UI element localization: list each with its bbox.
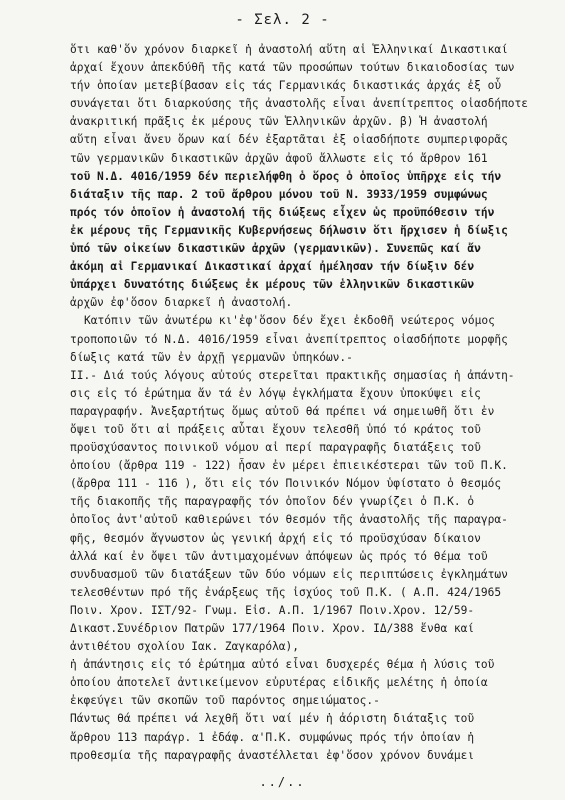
text-line: τελεσθέντων πρό τῆς ἐνάρξεως τῆς ἰσχύος τοῦ Π.Κ. ( Α.Π. 424/1965: [70, 585, 502, 599]
text-line: τοῦ Ν.Δ. 4016/1959 δέν περιελήφθη ὁ ὅρος ὁ ὁποῖος ὑπῆρχε εἰς τήν: [70, 169, 502, 183]
text-line: (ἄρθρα 111 - 116 ), ὅτι εἰς τόν Ποινικόν Νόμον ὑφίστατο ὁ θεσμός: [70, 477, 502, 491]
text-line: ὁποῖος ἀντ'αὐτοῦ καθιερώνει τόν θεσμόν τῆς ἀναστολῆς τῆς παραγρα-: [70, 513, 508, 527]
text-line: τῆς διακοπῆς τῆς παραγραφῆς τόν ὁποῖον δέν γνωρίζει ὁ Π.Κ. ὁ: [70, 495, 475, 509]
text-line: συνδυασμοῦ τῶν διατάξεων τῶν δύο νόμων εἰς περιπτώσεις ἐγκλημάτων: [70, 567, 508, 581]
text-line: ἀντιθέτου σχολίου Ιακ. Ζαγκαρόλα),: [70, 640, 300, 654]
text-line: ἀρχαί ἔχουν ἀπεκδύθῆ τῆς κατά τῶν προσώπων τούτων δικαιοδοσίας των: [70, 61, 515, 75]
text-line: τήν ὁποίαν μετεβίβασαν εἰς τάς Γερμανικάς δικαστικάς ἀρχάς ἐξ οὗ: [70, 79, 502, 93]
text-line: ἀρχῶν ἐφ'ὅσον διαρκεῖ ἡ ἀναστολή.: [70, 296, 293, 310]
text-line: ὅτι καθ'ὅν χρόνον διαρκεῖ ἡ ἀναστολή αὕτη αἱ Ἑλληνικαί Δικαστικαί: [70, 43, 508, 56]
page-header: - Σελ. 2 -: [235, 12, 330, 28]
text-line: Κατόπιν τῶν ἀνωτέρω κι'ἐφ'ὅσον δέν ἔχει ἐκδοθῆ νεώτερος νόμος: [84, 314, 495, 328]
text-line: ἡ ἀπάντησις εἰς τό ἐρώτημα αὐτό εἶναι δυσχερές θέμα ἡ λύσις τοῦ: [70, 658, 495, 672]
text-line: ὄψει τοῦ ὅτι αἱ πράξεις αὗται ἔχουν τελεσθῆ ὑπό τό κράτος τοῦ: [70, 422, 481, 436]
text-line: ἀκόμη αἱ Γερμανικαί Δικαστικαί ἀρχαί ἠμέλησαν τήν δίωξιν δέν: [70, 260, 475, 274]
text-line: ὁποίου ἀποτελεῖ ἀντικείμενον εὐρυτέρας εἰδικῆς μελέτης ἡ ὁποία: [70, 676, 488, 690]
text-line: ἄρθρου 113 παράγρ. 1 ἐδάφ. α'Π.Κ. συμφώνως πρός τήν ὁποίαν ἡ: [70, 730, 475, 744]
text-line: Ποιν. Χρον. ΙΣΤ/92- Γνωμ. Εἰσ. Α.Π. 1/1967 Ποιν.Χρον. 12/59-: [70, 603, 475, 617]
text-line: πρός τόν ὁποῖον ἡ ἀναστολή τῆς διώξεως εἶχεν ὡς προϋπόθεσιν τήν: [70, 205, 495, 219]
text-line: ὑπάρχει δυνατότης διώξεως ἐκ μέρους τῶν ἑλληνικῶν δικαστικῶν: [70, 278, 475, 292]
text-line: τῶν γερμανικῶν δικαστικῶν ἀρχῶν ἀφοῦ ἄλλωστε εἰς τό ἄρθρον 161: [70, 151, 488, 165]
text-line: διάταξιν τῆς παρ. 2 τοῦ ἄρθρου μόνου τοῦ Ν. 3933/1959 συμφώνως: [70, 187, 488, 201]
text-line: Δικαστ.Συνέδριον Πατρῶν 177/1964 Ποιν. Χρον. ΙΔ/388 ἔνθα καί: [70, 622, 475, 635]
text-line: Πάντως θά πρέπει νά λεχθῆ ὅτι ναί μέν ἡ ἀόριστη διάταξις τοῦ: [70, 712, 475, 726]
text-line: ὑπό τῶν οἰκείων δικαστικῶν ἀρχῶν (γερμανικῶν). Συνεπῶς καί ἄν: [70, 242, 481, 256]
text-line: προϋσχύσαντος ποινικοῦ νόμου αἱ περί παραγραφῆς διατάξεις τοῦ: [70, 441, 481, 455]
text-line: ἀνακριτική πρᾶξις ἐκ μέρους τῶν Ἑλληνικῶν ἀρχῶν. β) Ἡ ἀναστολή: [70, 115, 488, 129]
text-line: τροποποιῶν τό Ν.Δ. 4016/1959 εἶναι ἀνεπίτρεπτος οἱασδήποτε μορφῆς: [70, 332, 508, 346]
text-line: ἐκ μέρους τῆς Γερμανικῆς Κυβερνήσεως δήλωσιν ὅτι ἤρχισεν ἡ δίωξις: [70, 223, 508, 237]
text-line: ὁποίου (ἄρθρα 119 - 122) ἦσαν ἐν μέρει ἐπιεικέστεραι τῶν τοῦ Π.Κ.: [70, 459, 508, 473]
text-line: ΙΙ.- Διά τούς λόγους αὐτούς στερεῖται πρακτικῆς σημασίας ἡ ἀπάντη-: [70, 368, 515, 382]
body-text: [70, 41, 530, 765]
text-line: συνάγεται ὅτι διαρκούσης τῆς ἀναστολῆς εἶναι ἀνεπίτρεπτος οἱασδήποτε: [70, 97, 529, 111]
text-line: παραγραφήν. Ἀνεξαρτήτως ὅμως αὐτοῦ θά πρέπει νά σημειωθῆ ὅτι ἐν: [70, 404, 495, 418]
text-line: ἀλλά καί ἐν ὄψει τῶν ἀντιμαχομένων ἀπόψεων ὡς πρός τό θέμα τοῦ: [70, 549, 488, 563]
text-line: φῆς, θεσμόν ἄγνωστον ὡς γενική ἀρχή εἰς τό προϋσχύσαν δίκαιον: [70, 531, 481, 545]
text-line: δίωξις κατά τῶν ἐν ἀρχῇ γερμανῶν ὑπηκόων.-: [70, 350, 353, 364]
text-line: σις εἰς τό ἐρώτημα ἄν τά ἐν λόγῳ ἐγκλήματα ἔχουν ὑποκύψει εἰς: [70, 386, 481, 400]
page-continuation-mark: ../..: [259, 775, 306, 789]
text-line: ἐκφεύγει τῶν σκοπῶν τοῦ παρόντος σημειώματος.-: [70, 694, 380, 708]
text-line: προθεσμία τῆς παραγραφῆς ἀναστέλλεται ἐφ'ὅσον χρόνον δυνάμει: [70, 748, 475, 762]
text-line: αὕτη εἶναι ἄνευ ὅρων καί δέν ἐξαρτᾶται ἐξ οἱασδήποτε συμπεριφορᾶς: [70, 133, 508, 147]
